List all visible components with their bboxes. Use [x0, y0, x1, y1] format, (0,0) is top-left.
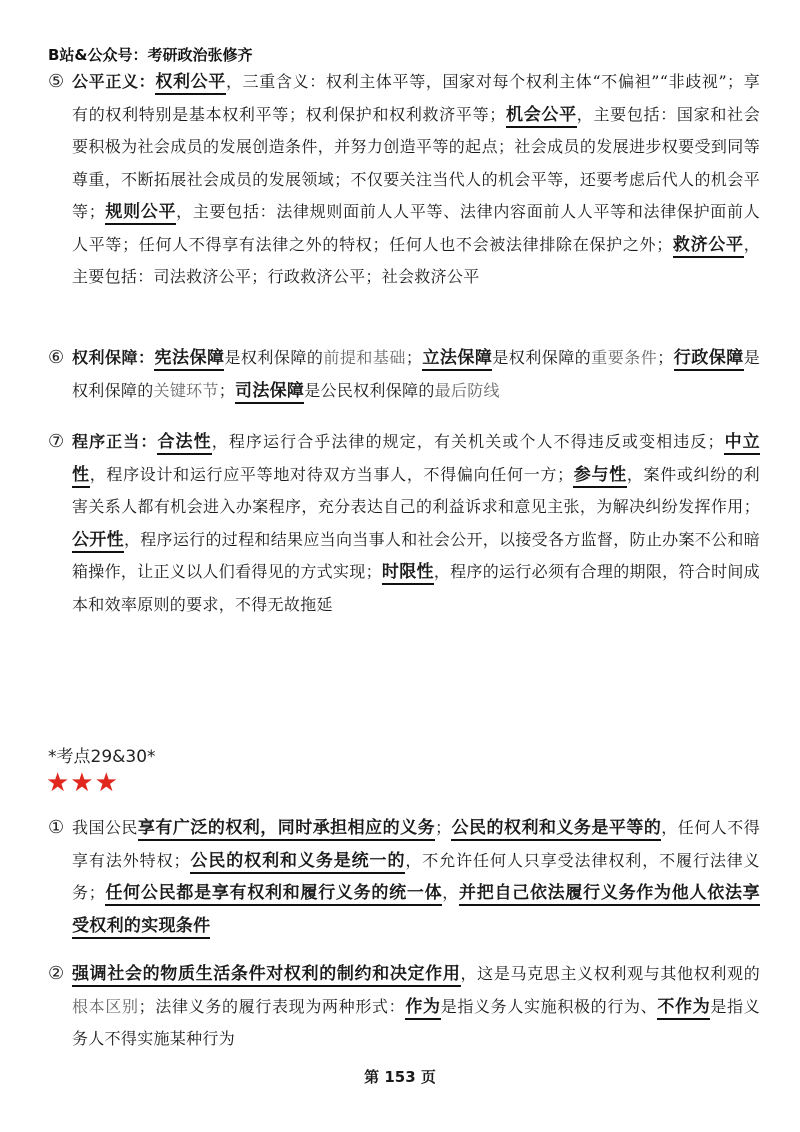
- item-number: ⑤: [48, 71, 65, 92]
- body-text: ，主要包括：法律规则面前人人平等、法律内容面前人人平等和法律保护面前人人平等；任何人不得享有法律之外的特权；任何人也不会被法律排除在保护之外；: [72, 202, 760, 254]
- body-text: 是指义务人实施积极的行为、: [440, 996, 658, 1016]
- keyword: 救济公平: [673, 235, 744, 258]
- section-title: 程序正当: [72, 432, 141, 451]
- keyword: 并把自己依法履行义务作为他人依法享受权利的实现条件: [72, 883, 760, 939]
- page-header: B站&公众号：考研政治张修齐: [48, 46, 253, 64]
- body-text: ，主要包括：司法救济公平；行政救济公平；社会救济公平: [72, 234, 760, 286]
- exam-point-label: *考点29&30*: [48, 747, 156, 767]
- body-text: 是指义务人不得实施某种行为: [72, 996, 760, 1048]
- body-text: ，主要包括：国家和社会要积极为社会成员的发展创造条件，并努力创造平等的起点；社会成员的发展进步权要受到同等尊重，不断拓展社会成员的发展领域；不仅要关注当代人的机会平等，还要考虑后代人的机会平等；: [72, 104, 760, 221]
- section-title: 权利保障: [72, 348, 138, 367]
- body-text: ，案件或纠纷的利害关系人都有机会进入办案程序，充分表达自己的利益诉求和意见主张，为解决纠纷发挥作用；: [72, 464, 760, 516]
- keyword: 宪法保障: [154, 348, 224, 371]
- section-due-process: [48, 426, 760, 621]
- sans-text: 重要条件: [591, 348, 658, 367]
- keyword: 参与性: [573, 465, 626, 488]
- separator: ；: [218, 380, 236, 400]
- item-body: [72, 812, 760, 942]
- keyword: 中立性: [72, 432, 760, 488]
- title-colon: ：: [137, 348, 155, 367]
- sans-text: 前提和基础: [323, 348, 406, 367]
- keyword: 合法性: [157, 432, 211, 455]
- keyword: 公开性: [72, 530, 124, 553]
- section-rights-protection: [48, 342, 760, 407]
- body-text: 是权利保障的: [72, 348, 761, 400]
- item-number: ⑥: [48, 347, 65, 368]
- body-text: 是权利保障的: [492, 348, 592, 367]
- keyword: 享有广泛的权利，同时承担相应的义务: [138, 818, 435, 841]
- sans-text: 关键环节: [153, 380, 219, 400]
- keyword: 作为: [405, 997, 440, 1020]
- body-text: 我国公民: [72, 818, 138, 837]
- separator: ；: [405, 348, 423, 367]
- body-text: ，程序设计和运行应平等地对待双方当事人，不得偏向任何一方；: [89, 464, 574, 484]
- keyword: 公民的权利和义务是平等的: [451, 818, 661, 841]
- body-text: 是权利保障的: [224, 348, 324, 367]
- section-title: 公平正义: [72, 72, 139, 91]
- body-text: ；法律义务的履行表现为两种形式：: [138, 996, 406, 1016]
- keyword: 行政保障: [674, 348, 744, 371]
- keyword: 立法保障: [422, 348, 492, 371]
- keyword: 不作为: [657, 997, 710, 1020]
- title-colon: ：: [138, 72, 156, 91]
- separator: ；: [657, 348, 674, 367]
- item-body: [72, 958, 760, 1056]
- body-text: ；: [435, 818, 452, 837]
- sans-text: 根本区别: [72, 996, 139, 1016]
- page-number: 第 153 页: [364, 1068, 436, 1086]
- body-text: 是公民权利保障的: [304, 380, 435, 400]
- item-number: ②: [48, 963, 65, 984]
- section-fairness-justice: [48, 66, 760, 294]
- keyword: 公民的权利和义务是统一的: [190, 851, 406, 874]
- body-text: ，不允许任何人只享受法律权利，不履行法律义务；: [72, 850, 760, 902]
- item-number: ①: [48, 817, 65, 838]
- star-rating-icon: ★★★: [46, 768, 119, 798]
- body-text: ，这是马克思主义权利观与其他权利观的: [460, 964, 760, 983]
- keyword: 机会公平: [506, 105, 577, 128]
- keyword: 司法保障: [235, 381, 304, 404]
- keyword: 权利公平: [155, 72, 226, 95]
- body-text: ，程序的运行必须有合理的期限，符合时间成本和效率原则的要求，不得无故拖延: [72, 562, 760, 614]
- body-text: ，程序运行的过程和结果应当向当事人和社会公开，以接受各方监督，防止办案不公和暗箱操作，让正义以人们看得见的方式实现；: [72, 529, 761, 581]
- body-text: ，三重含义：权利主体平等，国家对每个权利主体“不偏袒”“非歧视”；享有的权利特别是基本权利平等；权利保护和权利救济平等；: [72, 72, 761, 124]
- title-colon: ：: [140, 432, 158, 451]
- body-text: ，: [442, 883, 460, 902]
- item-number: ⑦: [48, 431, 65, 452]
- body-text: ，任何人不得享有法外特权；: [72, 818, 760, 870]
- section-body: [72, 426, 760, 621]
- body-text: ，程序运行合乎法律的规定，有关机关或个人不得违反或变相违反；: [211, 432, 724, 451]
- sans-text: 最后防线: [434, 380, 500, 400]
- rights-duties-item-2: [48, 958, 760, 1056]
- keyword: 规则公平: [105, 202, 176, 225]
- section-body: [72, 66, 760, 294]
- keyword: 任何公民都是享有权利和履行义务的统一体: [105, 883, 442, 906]
- keyword: 时限性: [382, 562, 434, 585]
- section-body: [72, 342, 760, 407]
- keyword: 强调社会的物质生活条件对权利的制约和决定作用: [72, 964, 461, 987]
- rights-duties-item-1: [48, 812, 760, 942]
